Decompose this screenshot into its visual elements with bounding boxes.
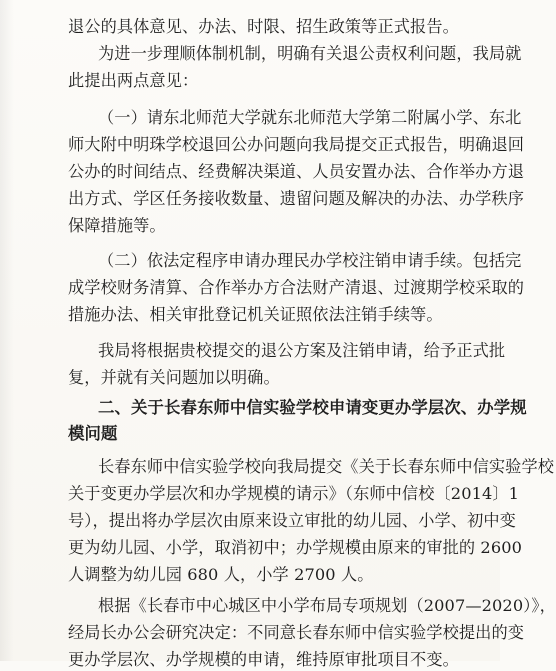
paragraph-line: 根据《长春市中心城区中小学布局专项规划（2007—2020）》，: [98, 596, 556, 615]
paragraph-line: 退公的具体意见、办法、时限、招生政策等正式报告。: [68, 17, 459, 36]
paragraph-line: 人调整为幼儿园 680 人，小学 2700 人。: [68, 565, 374, 584]
paragraph-line: 复，并就有关问题加以明确。: [68, 368, 280, 387]
paragraph-line: 号），提出将办学层次由原来设立审批的幼儿园、小学、初中变: [68, 511, 516, 530]
paragraph-line: 更为幼儿园、小学，取消初中；办学规模由原来的审批的 2600: [68, 538, 523, 557]
paragraph-line: 成学校财务清算、合作举办方合法财产清退、过渡期学校采取的: [68, 278, 525, 297]
paragraph-line: 出方式、学区任务接收数量、遗留问题及解决的办法、办学秩序: [68, 189, 525, 208]
paragraph-line: 长春东师中信实验学校向我局提交《关于长春东师中信实验学校: [98, 457, 555, 476]
paragraph-line: 保障措施等。: [68, 216, 166, 235]
paragraph-line: 经局长办公会研究决定：不同意长春东师中信实验学校提出的变: [68, 623, 525, 642]
paragraph-line: （二）依法定程序申请办理民办学校注销申请手续。包括完: [98, 251, 522, 270]
paragraph-line: 此提出两点意见：: [68, 71, 199, 90]
section-heading: 二、关于长春东师中信实验学校申请变更办学层次、办学规: [98, 398, 527, 417]
paragraph-line: 措施办法、相关审批登记机关证照依法注销手续等。: [68, 305, 443, 324]
paragraph-line: 关于变更办学层次和办学规模的请示》（东师中信校〔2014〕1: [68, 484, 520, 503]
paragraph-line: 公办的时间结点、经费解决渠道、人员安置办法、合作举办方退: [68, 162, 525, 181]
paragraph-line: 师大附中明珠学校退回公办问题向我局提交正式报告，明确退回: [68, 135, 525, 154]
paragraph-line: 为进一步理顺体制机制，明确有关退公责权利问题，我局就: [98, 44, 522, 63]
section-heading: 模问题: [68, 424, 118, 443]
paragraph-line: （一）请东北师范大学就东北师范大学第二附属小学、东北: [98, 108, 522, 127]
page-edge-shadow: [0, 0, 14, 661]
paragraph-line: 更办学层次、办学规模的申请，维持原审批项目不变。: [68, 650, 459, 669]
paragraph-line: 我局将根据贵校提交的退公方案及注销申请，给予正式批: [98, 341, 506, 360]
